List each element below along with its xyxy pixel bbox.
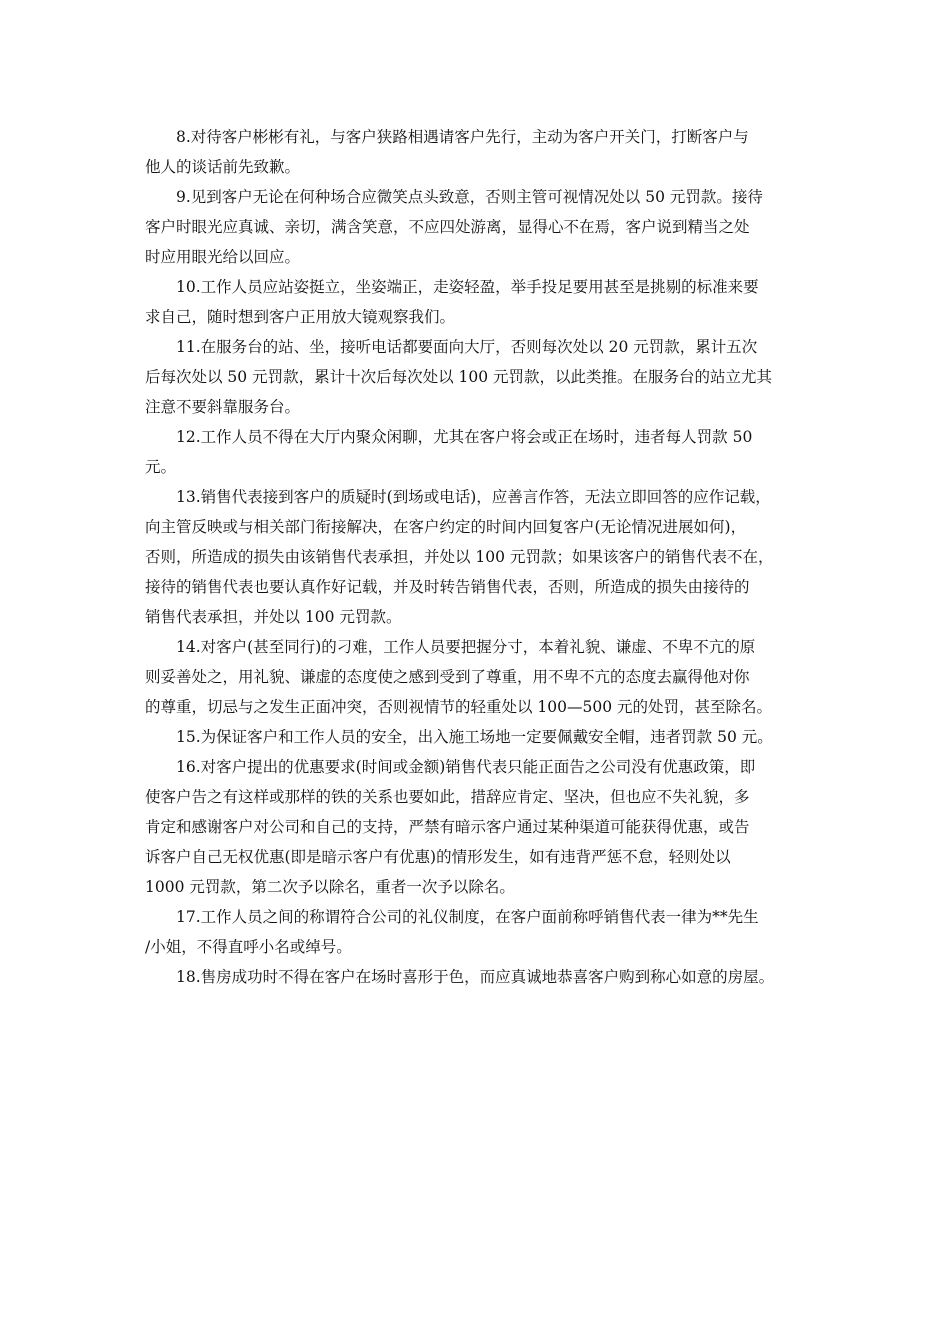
paragraph-line: 17.工作人员之间的称谓符合公司的礼仪制度，在客户面前称呼销售代表一律为**先生 <box>176 908 759 926</box>
document-body <box>145 122 825 992</box>
paragraph-line: 15.为保证客户和工作人员的安全，出入施工场地一定要佩戴安全帽，违者罚款 50 元。 <box>176 728 773 746</box>
paragraph-line: 接待的销售代表也要认真作好记载，并及时转告销售代表，否则，所造成的损失由接待的 <box>145 578 750 596</box>
paragraph-13 <box>145 482 825 632</box>
paragraph-17 <box>145 902 825 962</box>
paragraph-line: 8.对待客户彬彬有礼，与客户狭路相遇请客户先行，主动为客户开关门，打断客户与 <box>176 128 749 146</box>
paragraph-line: 1000 元罚款，第二次予以除名，重者一次予以除名。 <box>145 878 515 896</box>
paragraph-line: 向主管反映或与相关部门衔接解决，在客户约定的时间内回复客户(无论情况进展如何)， <box>145 518 747 536</box>
paragraph-line: 他人的谈话前先致歉。 <box>145 158 301 176</box>
paragraph-line: 后每次处以 50 元罚款，累计十次后每次处以 100 元罚款，以此类推。在服务台的站立尤其 <box>145 368 773 386</box>
paragraph-18 <box>145 962 825 992</box>
paragraph-line: 14.对客户(甚至同行)的刁难，工作人员要把握分寸，本着礼貌、谦虚、不卑不亢的原 <box>176 638 756 656</box>
paragraph-15 <box>145 722 825 752</box>
paragraph-line: 9.见到客户无论在何种场合应微笑点头致意，否则主管可视情况处以 50 元罚款。接待 <box>176 188 763 206</box>
paragraph-line: 注意不要斜靠服务台。 <box>145 398 301 416</box>
paragraph-line: 使客户告之有这样或那样的铁的关系也要如此，措辞应肯定、坚决，但也应不失礼貌，多 <box>145 788 750 806</box>
paragraph-line: 的尊重，切忌与之发生正面冲突，否则视情节的轻重处以 100—500 元的处罚，甚至除名。 <box>145 698 773 716</box>
paragraph-line: 12.工作人员不得在大厅内聚众闲聊，尤其在客户将会或正在场时，违者每人罚款 50 <box>176 428 753 446</box>
paragraph-line: 13.销售代表接到客户的质疑时(到场或电话)，应善言作答，无法立即回答的应作记载， <box>176 488 771 506</box>
paragraph-line: 元。 <box>145 458 177 476</box>
paragraph-11 <box>145 332 825 422</box>
paragraph-10 <box>145 272 825 332</box>
paragraph-line: 10.工作人员应站姿挺立，坐姿端正，走姿轻盈，举手投足要用甚至是挑剔的标准来要 <box>176 278 759 296</box>
paragraph-line: 肯定和感谢客户对公司和自己的支持，严禁有暗示客户通过某种渠道可能获得优惠，或告 <box>145 818 750 836</box>
paragraph-8 <box>145 122 825 182</box>
paragraph-line: 销售代表承担，并处以 100 元罚款。 <box>145 608 402 626</box>
paragraph-14 <box>145 632 825 722</box>
paragraph-line: /小姐，不得直呼小名或绰号。 <box>145 938 352 956</box>
paragraph-line: 时应用眼光给以回应。 <box>145 248 301 266</box>
paragraph-line: 18.售房成功时不得在客户在场时喜形于色，而应真诚地恭喜客户购到称心如意的房屋。 <box>176 968 775 986</box>
paragraph-9 <box>145 182 825 272</box>
paragraph-line: 求自己，随时想到客户正用放大镜观察我们。 <box>145 308 456 326</box>
paragraph-line: 否则，所造成的损失由该销售代表承担，并处以 100 元罚款；如果该客户的销售代表不在， <box>145 548 774 566</box>
paragraph-line: 16.对客户提出的优惠要求(时间或金额)销售代表只能正面告之公司没有优惠政策，即 <box>176 758 756 776</box>
paragraph-line: 客户时眼光应真诚、亲切，满含笑意，不应四处游离，显得心不在焉，客户说到精当之处 <box>145 218 750 236</box>
paragraph-line: 则妥善处之，用礼貌、谦虚的态度使之感到受到了尊重，用不卑不亢的态度去赢得他对你 <box>145 668 750 686</box>
paragraph-12 <box>145 422 825 482</box>
paragraph-line: 诉客户自己无权优惠(即是暗示客户有优惠)的情形发生，如有违背严惩不怠，轻则处以 <box>145 848 731 866</box>
paragraph-line: 11.在服务台的站、坐，接听电话都要面向大厅，否则每次处以 20 元罚款，累计五次 <box>176 338 758 356</box>
paragraph-16 <box>145 752 825 902</box>
